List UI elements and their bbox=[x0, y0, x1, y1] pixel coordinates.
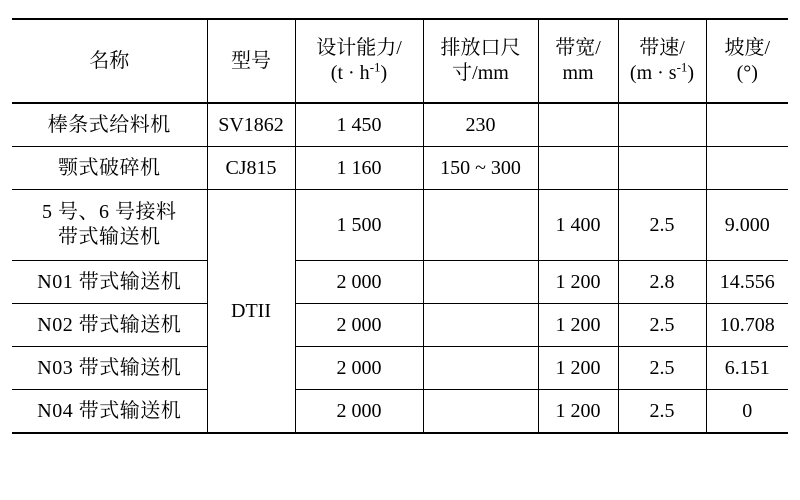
cell-outlet bbox=[423, 190, 538, 261]
cell-slope: 14.556 bbox=[706, 261, 788, 304]
cell-belt-speed: 2.5 bbox=[618, 190, 706, 261]
cell-belt-speed: 2.5 bbox=[618, 390, 706, 434]
cell-capacity: 2 000 bbox=[295, 261, 423, 304]
cell-slope: 9.000 bbox=[706, 190, 788, 261]
table-row bbox=[12, 261, 788, 304]
cell-name: N04 带式输送机 bbox=[12, 390, 207, 434]
cell-capacity: 1 500 bbox=[295, 190, 423, 261]
table-row bbox=[12, 347, 788, 390]
cell-capacity: 1 160 bbox=[295, 147, 423, 190]
cell-capacity: 1 450 bbox=[295, 103, 423, 147]
table-row bbox=[12, 390, 788, 434]
table-row bbox=[12, 190, 788, 261]
cell-belt-width: 1 400 bbox=[538, 190, 618, 261]
cell-belt-speed: 2.5 bbox=[618, 347, 706, 390]
cell-outlet: 150 ~ 300 bbox=[423, 147, 538, 190]
cell-name: N01 带式输送机 bbox=[12, 261, 207, 304]
cell-slope: 6.151 bbox=[706, 347, 788, 390]
cell-model: CJ815 bbox=[207, 147, 295, 190]
cell-outlet bbox=[423, 390, 538, 434]
cell-outlet bbox=[423, 304, 538, 347]
cell-belt-speed: 2.8 bbox=[618, 261, 706, 304]
cell-slope bbox=[706, 103, 788, 147]
column-header-belt-width: 带宽/ mm bbox=[538, 19, 618, 103]
table-row bbox=[12, 103, 788, 147]
cell-name: N03 带式输送机 bbox=[12, 347, 207, 390]
equipment-spec-table bbox=[12, 18, 788, 434]
cell-name: N02 带式输送机 bbox=[12, 304, 207, 347]
cell-slope: 10.708 bbox=[706, 304, 788, 347]
column-header-outlet-size: 排放口尺 寸/mm bbox=[423, 19, 538, 103]
cell-outlet bbox=[423, 347, 538, 390]
cell-name: 颚式破碎机 bbox=[12, 147, 207, 190]
cell-name: 5 号、6 号接料 带式输送机 bbox=[12, 190, 207, 261]
cell-name: 棒条式给料机 bbox=[12, 103, 207, 147]
cell-belt-speed bbox=[618, 147, 706, 190]
cell-belt-width: 1 200 bbox=[538, 261, 618, 304]
column-header-slope: 坡度/ (°) bbox=[706, 19, 788, 103]
cell-belt-width: 1 200 bbox=[538, 304, 618, 347]
cell-belt-speed bbox=[618, 103, 706, 147]
cell-belt-width: 1 200 bbox=[538, 390, 618, 434]
cell-belt-width: 1 200 bbox=[538, 347, 618, 390]
cell-slope bbox=[706, 147, 788, 190]
column-header-model: 型号 bbox=[207, 19, 295, 103]
cell-model: SV1862 bbox=[207, 103, 295, 147]
cell-model-merged: DTII bbox=[207, 190, 295, 434]
cell-belt-width bbox=[538, 147, 618, 190]
column-header-capacity: 设计能力/ $(t \cdot h^{-1})$ bbox=[295, 19, 423, 103]
cell-outlet bbox=[423, 261, 538, 304]
cell-capacity: 2 000 bbox=[295, 390, 423, 434]
table-row bbox=[12, 304, 788, 347]
table-row bbox=[12, 147, 788, 190]
cell-capacity: 2 000 bbox=[295, 347, 423, 390]
column-header-belt-speed: 带速/ $(m \cdot s^{-1})$ bbox=[618, 19, 706, 103]
table-header-row bbox=[12, 19, 788, 103]
cell-belt-width bbox=[538, 103, 618, 147]
cell-belt-speed: 2.5 bbox=[618, 304, 706, 347]
cell-outlet: 230 bbox=[423, 103, 538, 147]
cell-slope: 0 bbox=[706, 390, 788, 434]
column-header-name: 名称 bbox=[12, 19, 207, 103]
cell-capacity: 2 000 bbox=[295, 304, 423, 347]
